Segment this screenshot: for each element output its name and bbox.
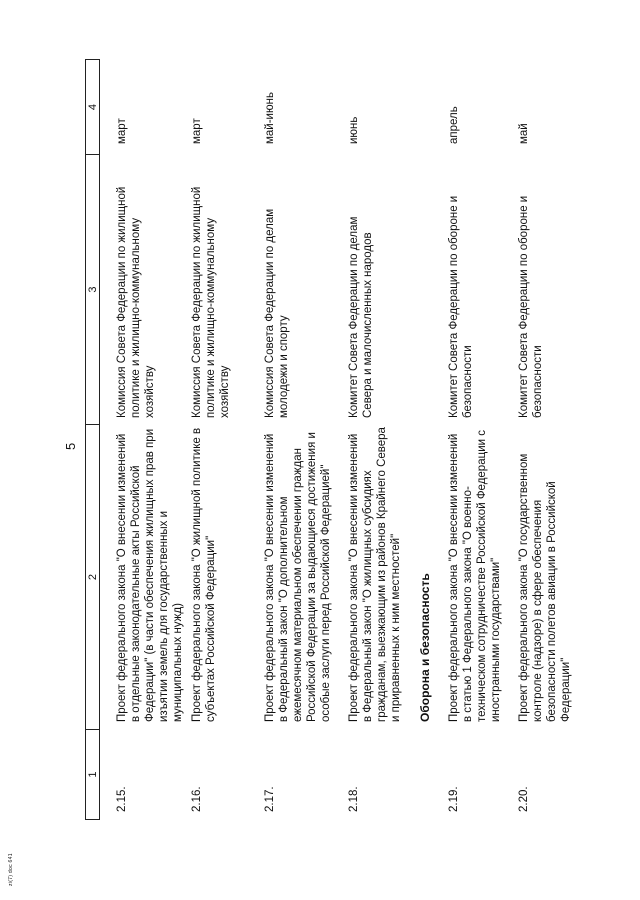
row-number: 2.16. xyxy=(191,786,203,812)
column-header-2: 2 xyxy=(86,425,100,730)
page-number: 5 xyxy=(63,442,78,450)
row-responsible: Комиссия Совета Федерации по жилищной политике и жилищно-коммунальному хозяйству xyxy=(191,186,231,418)
row-responsible: Комитет Совета Федерации по обороне и безопасности xyxy=(448,195,474,418)
rotated-table-sheet xyxy=(63,60,600,820)
row-term: апрель xyxy=(448,106,460,144)
row-title: Проект федерального закона "О внесении изменений в Федеральный закон "О жилищных субсидиях гражданам, выезжающим из районов Крайнего Севера и приравненных к ним местностей" xyxy=(348,427,402,722)
row-number: 2.15. xyxy=(116,786,128,812)
row-responsible: Комитет Совета Федерации по делам Севера и малочисленных народов xyxy=(348,216,374,418)
column-header-3: 3 xyxy=(86,155,100,425)
row-number: 2.17. xyxy=(264,786,276,812)
row-title: Проект федерального закона "О жилищной политике в субъектах Российской Федерации" xyxy=(191,427,217,722)
row-term: март xyxy=(191,118,203,144)
row-responsible: Комиссия Совета Федерации по жилищной политике и жилищно-коммунальному хозяйству xyxy=(116,186,156,418)
row-number: 2.20. xyxy=(518,786,530,812)
row-term: март xyxy=(116,118,128,144)
row-responsible: Комитет Совета Федерации по обороне и безопасности xyxy=(518,195,544,418)
row-term: июнь xyxy=(348,116,360,144)
section-heading: Оборона и безопасность xyxy=(418,573,432,722)
row-number: 2.19. xyxy=(448,786,460,812)
column-header-table xyxy=(85,59,100,820)
row-title: Проект федерального закона "О внесении изменений в Федеральный закон "О дополнительном ежемесячном материальном обеспечении граждан Российской Федерации за выдающиеся достижения и особые заслуги перед Российской Федерацией" xyxy=(264,432,332,722)
row-title: Проект федерального закона "О государственном контроле (надзоре) в сфере обеспечения безопасности полетов авиации в Российской Федерации" xyxy=(518,453,572,722)
row-term: май xyxy=(518,123,530,144)
column-header-1: 1 xyxy=(86,730,100,820)
row-responsible: Комиссия Совета Федерации по делам молодежи и спорту xyxy=(264,208,290,418)
row-title: Проект федерального закона "О внесении изменений в отдельные законодательные акты Российской Федерации" (в части обеспечения жилищных прав при изъятии земель для государственных и муниципальных нужд) xyxy=(116,428,184,722)
row-title: Проект федерального закона "О внесении изменений в статью 1 Федерального закона "О военно-техническом сотрудничестве Российской Федерации с иностранными государствами" xyxy=(448,430,502,722)
row-term: май-июнь xyxy=(264,92,276,144)
footer-stamp: zi(7) doc 641 xyxy=(8,853,14,886)
row-number: 2.18. xyxy=(348,786,360,812)
column-header-4: 4 xyxy=(86,60,100,155)
